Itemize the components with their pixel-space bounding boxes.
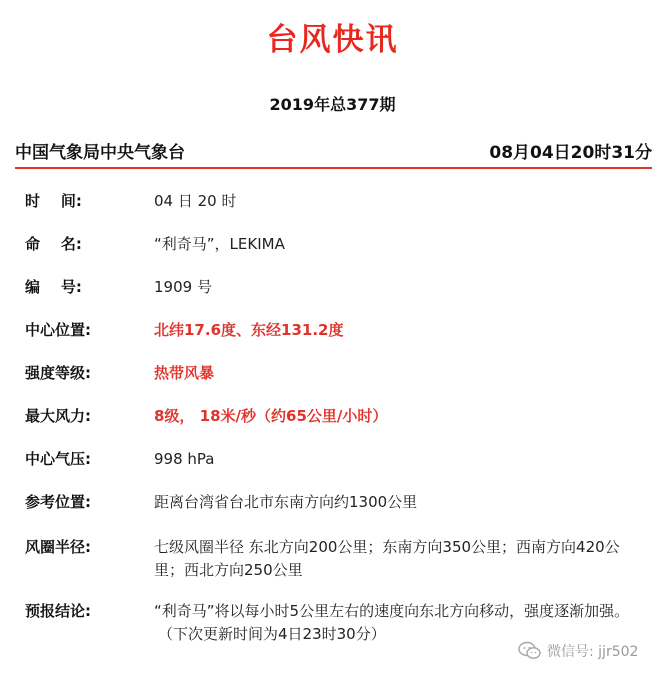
field-value: 04 日 20 时 [154, 192, 237, 210]
field-value: 热带风暴 [154, 364, 215, 382]
field-label: 参考位置: [25, 493, 91, 511]
issue-time: 08月04日20时31分 [489, 143, 652, 163]
field-label: 命 名: [25, 235, 82, 253]
watermark-text: 微信号: jjr502 [547, 644, 639, 660]
header-divider [15, 167, 652, 169]
field-label: 风圈半径: [25, 538, 91, 556]
issue-number: 2019年总377期 [269, 95, 396, 114]
field-value: 998 hPa [154, 450, 215, 468]
field-label: 时 间: [25, 192, 82, 210]
field-label: 中心位置: [25, 321, 91, 339]
wechat-icon [518, 641, 542, 661]
field-label: 预报结论: [25, 602, 91, 620]
issuing-organization: 中国气象局中央气象台 [15, 143, 185, 163]
wechat-watermark [518, 640, 638, 662]
field-label: 最大风力: [25, 407, 91, 425]
field-value: 8级， 18米/秒（约65公里/小时） [154, 407, 388, 425]
next-update-note: （下次更新时间为4日23时30分） [158, 625, 386, 643]
field-value: 1909 号 [154, 278, 212, 296]
page-title: 台风快讯 [266, 22, 399, 58]
forecast-text: “利奇马”将以每小时5公里左右的速度向东北方向移动，强度逐渐加强。 [154, 602, 630, 620]
field-value: 北纬17.6度、东经131.2度 [154, 321, 344, 339]
field-value: 距离台湾省台北市东南方向约1300公里 [154, 493, 418, 511]
field-value: “利奇马”，LEKIMA [154, 235, 285, 253]
field-value: 七级风圈半径 东北方向200公里；东南方向350公里；西南方向420公里；西北方向250公里 [154, 538, 620, 579]
field-label: 中心气压: [25, 450, 91, 468]
field-label: 编 号: [25, 278, 82, 296]
header-bar [15, 138, 652, 162]
field-label: 强度等级: [25, 364, 91, 382]
